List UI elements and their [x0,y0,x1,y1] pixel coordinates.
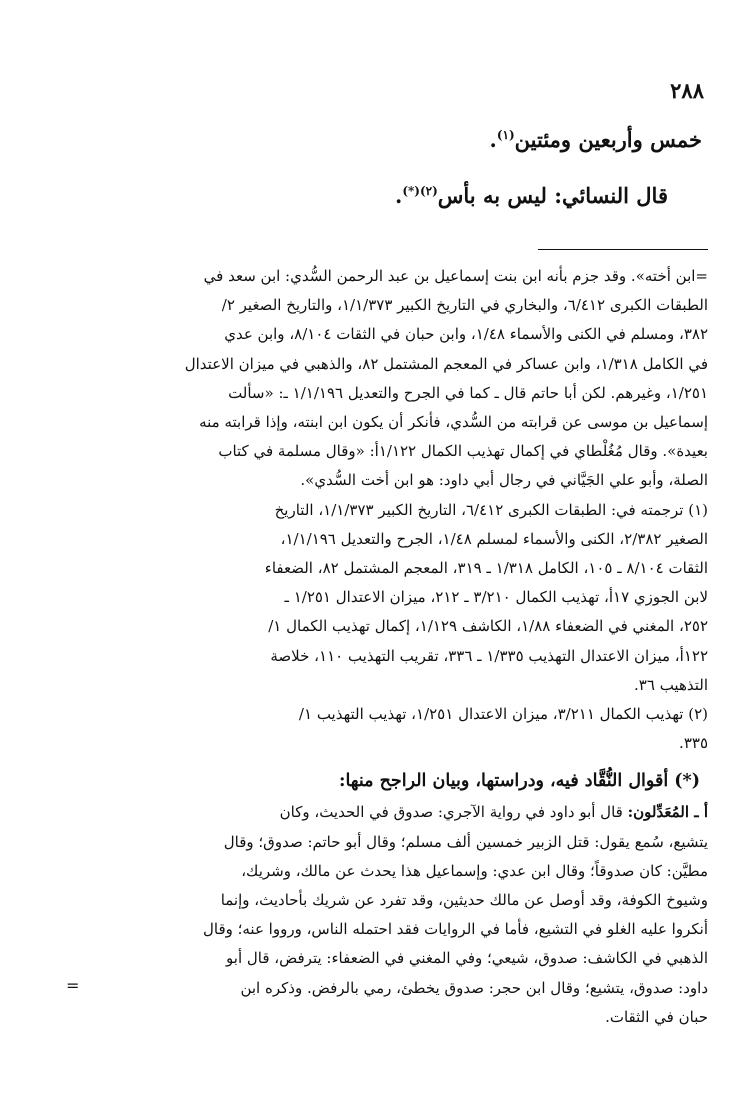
critics-line: مطيَّن: كان صدوقاً؛ وقال ابن عدي: وإسماعيل هذا يحدث عن مالك، وشريك، [241,861,708,880]
footnote-line: إسماعيل بن موسى عن قرابته من السُّدي، فأنكر أن يكون ابن ابنته، وإذا قرابته منه [199,413,708,432]
footnote-line: (١) ترجمته في: الطبقات الكبرى ٦/٤١٢، التاريخ الكبير ١/١/٣٧٣، التاريخ [274,500,708,519]
footnote-line: ١٢٢أ، ميزان الاعتدال التهذيب ١/٣٣٥ ـ ٣٣٦، تقريب التهذيب ١١٠، خلاصة [270,646,708,665]
main-text-2: قال النسائي: ليس به بأس [437,183,668,208]
footnote-continuation [60,262,708,496]
main-text-2-end: . [395,183,403,208]
footnote-line: الطبقات الكبرى ٦/٤١٢، والبخاري في التاريخ الكبير ١/١/٣٧٣، والتاريخ الصغير ٢/ [221,296,708,315]
critics-heading: (*) أقوال النُّقَّاد فيه، ودراستها، وبيان الراجح منها: [338,771,700,792]
footnote-ref-1: (١) [496,128,515,142]
critics-section [60,798,708,1032]
footnote-line: ٣٨٢، ومسلم في الكنى والأسماء ١/٤٨، وابن حبان في الثقات ٨/١٠٤، وابن عدي [224,325,708,344]
footnote-line: الثقات ٨/١٠٤ ـ ١٠٥، الكامل ١/٣١٨ ـ ٣١٩، المعجم المشتمل ٨٢، الضعفاء [264,559,708,578]
main-text-1-end: . [489,127,497,152]
footnote-ref-2: (٢)(*) [402,184,438,198]
footnote-line: الصغير ٢/٣٨٢، الكنى والأسماء لمسلم ١/٤٨، الجرح والتعديل ١/١/١٩٦، [280,529,708,548]
main-text-line-1 [60,125,702,155]
critics-line: حبان في الثقات. [605,1007,708,1026]
footnote-line: ١/٢٥١، وغيرهم. لكن أبا حاتم قال ـ كما في الجرح والتعديل ١/١/١٩٦ ـ: «سألت [228,383,708,402]
footnote-separator [538,249,708,250]
footnote-line: بعيدة». وقال مُغُلْطاي في إكمال تهذيب الكمال ١/١٢٢أ: «وقال مسلمة في كتاب [218,442,708,461]
footnote-line: =ابن أخته». وقد جزم بأنه ابن بنت إسماعيل بن عبد الرحمن السُّدي: ابن سعد في [203,267,708,285]
critics-line: داود: صدوق، يتشيع؛ وقال ابن حجر: صدوق يخطئ، رمي بالرفض. وذكره ابن [240,978,708,997]
continuation-mark: = [66,976,80,995]
critics-line: الذهبي في الكاشف: صدوق، شيعي؛ وفي المغني في الضعفاء: يترفض، قال أبو [226,949,708,968]
footnote-line: لابن الجوزي ١٧أ، تهذيب الكمال ٣/٢١٠ ـ ٢١٢، ميزان الاعتدال ١/٢٥١ ـ [284,588,708,607]
main-text-1: خمس وأربعين ومئتين [514,127,702,152]
footnote-1 [60,496,708,700]
critics-label: أ ـ المُعَدِّلون: [627,803,708,822]
critics-line [60,798,708,827]
page-number: ٢٨٨ [670,78,704,103]
footnote-line: التذهيب ٣٦. [634,675,708,694]
critics-line: يتشيع، سُمع يقول: قتل الزبير خمسين ألف مسلم؛ وقال أبو حاتم: صدوق؛ وقال [223,832,708,851]
footnote-line: ٣٣٥. [679,734,708,753]
footnote-line: (٢) تهذيب الكمال ٣/٢١١، ميزان الاعتدال ١/٢٥١، تهذيب التهذيب ١/ [298,705,708,724]
footnote-line: ٢٥٢، المغني في الضعفاء ١/٨٨، الكاشف ١/١٢٩، إكمال تهذيب الكمال ١/ [268,617,708,636]
critics-line-text: قال أبو داود في رواية الآجري: صدوق في الحديث، وكان [279,803,628,822]
document-page [60,78,708,1032]
main-text-line-2 [60,181,668,211]
footnote-line: الصلة، وأبو علي الجَيَّاني في رجال أبي داود: هو ابن أخت السُّدي». [300,471,708,490]
critics-line: وشيوخ الكوفة، وقد أوصل عن مالك حديثين، وقد تفرد عن شريك بأحاديث، وإنما [220,891,708,910]
footnote-2 [60,700,708,758]
critics-line: أنكروا عليه الغلو في التشيع، فأما في الروايات فقد احتمله الناس، ورووا عنه؛ وقال [202,920,708,939]
footnote-line: في الكامل ١/٣١٨، وابن عساكر في المعجم المشتمل ٨٢، والذهبي في ميزان الاعتدال [184,354,708,373]
